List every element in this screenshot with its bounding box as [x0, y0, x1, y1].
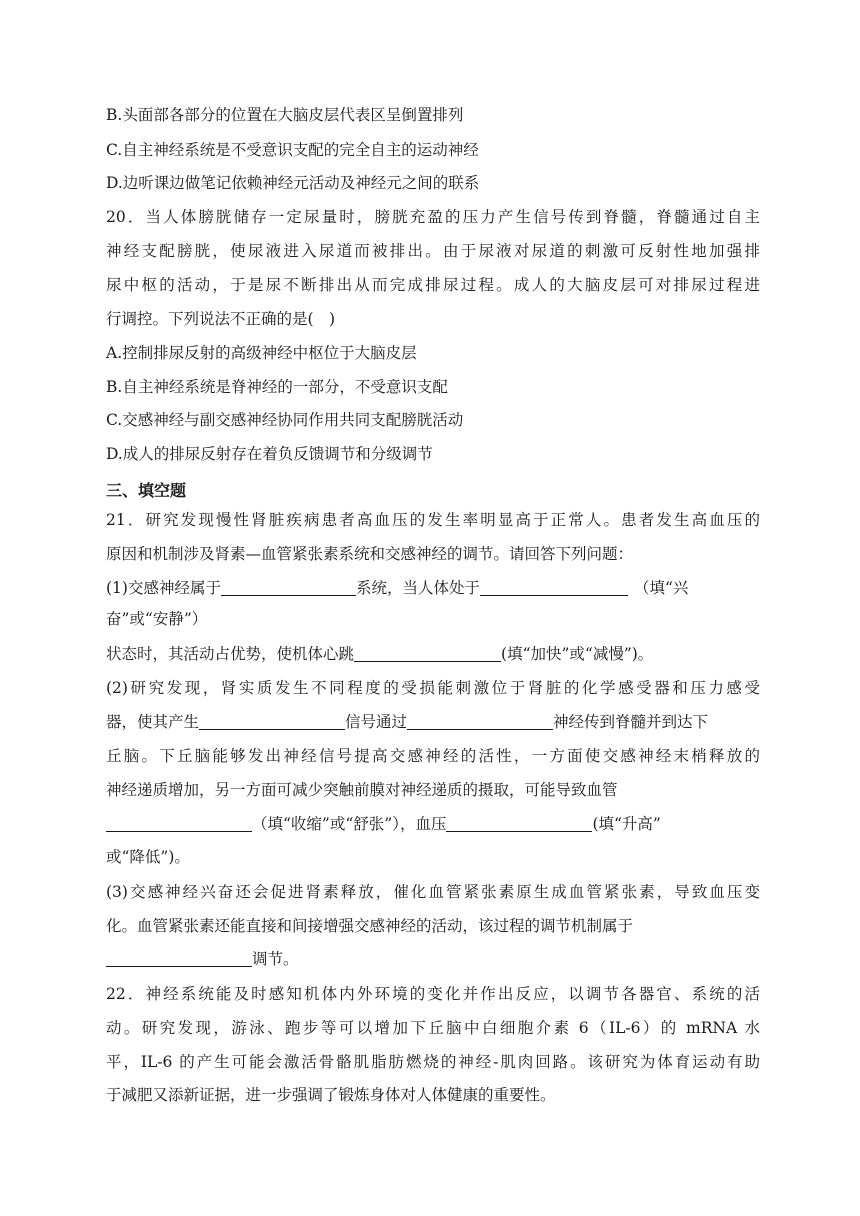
q21-p1-text-e: 状态时，其活动占优势，使机体心跳 [106, 645, 355, 663]
q21-part1-line-3 [106, 644, 760, 664]
q21-p2-text-b3: 神经传到脊髓并到达下 [553, 713, 709, 731]
q22-stem-line-2: 动。研究发现，游泳、跑步等可以增加下丘脑中白细胞介素 6（IL-6）的 mRNA 水 [106, 1019, 760, 1037]
q21-p3-text-c: 调节。 [252, 950, 299, 968]
q21-part3-line-3 [106, 949, 760, 969]
q21-part1-line-2: 奋”或“安静”） [106, 610, 208, 628]
section-title: 三、填空题 [106, 481, 187, 500]
q20-stem-line-4: 行调控。下列说法不正确的是( ) [106, 310, 336, 328]
q19-option-c: C.自主神经系统是不受意识支配的完全自主的运动神经 [106, 141, 479, 159]
q20-option-d: D.成人的排尿反射存在着负反馈调节和分级调节 [106, 445, 433, 463]
q22-stem-line-1: 22．神经系统能及时感知机体内外环境的变化并作出反应，以调节各器官、系统的活 [106, 985, 760, 1003]
answer-blank[interactable] [407, 713, 553, 730]
q21-part3-line-1: (3)交感神经兴奋还会促进肾素释放，催化血管紧张素原生成血管紧张素，导致血压变 [106, 883, 760, 901]
answer-blank[interactable] [199, 713, 345, 730]
answer-blank[interactable] [354, 645, 501, 662]
answer-blank[interactable] [221, 579, 356, 596]
q22-stem-line-3: 平，IL-6 的产生可能会激活骨骼肌脂肪燃烧的神经-肌肉回路。该研究为体育运动有助 [106, 1053, 760, 1071]
q21-part2-line-2 [106, 712, 760, 732]
q21-part2-line-1: (2)研究发现，肾实质发生不同程度的受损能刺激位于肾脏的化学感受器和压力感受 [106, 679, 760, 697]
q20-option-a: A.控制排尿反射的高级神经中枢位于大脑皮层 [106, 344, 417, 362]
q21-part1-line-1 [106, 578, 760, 598]
q20-stem-line-2: 神经支配膀胱，使尿液进入尿道而被排出。由于尿液对尿道的刺激可反射性地加强排 [106, 242, 760, 260]
q21-p1-text-a: (1)交感神经属于 [106, 579, 221, 597]
q20-option-b: B.自主神经系统是脊神经的一部分，不受意识支配 [106, 378, 448, 396]
q21-p2-text-b1: 器，使其产生 [106, 713, 200, 731]
q22-stem-line-4: 于减肥又添新证据，进一步强调了锻炼身体对人体健康的重要性。 [106, 1086, 556, 1104]
q21-p1-text-c: （填“兴 [633, 579, 689, 597]
q20-option-c: C.交感神经与副交感神经协同作用共同支配膀胱活动 [106, 411, 464, 429]
q21-part3-line-2: 化。血管紧张素还能直接和间接增强交感神经的活动，该过程的调节机制属于 [106, 917, 634, 935]
q21-intro-line-2: 原因和机制涉及肾素—血管紧张素系统和交感神经的调节。请回答下列问题： [106, 545, 634, 563]
answer-blank[interactable] [106, 950, 252, 967]
q21-p1-text-b: 系统，当人体处于 [355, 579, 480, 597]
q21-intro-line-1: 21．研究发现慢性肾脏疾病患者高血压的发生率明显高于正常人。患者发生高血压的 [106, 511, 760, 529]
answer-blank[interactable] [480, 579, 628, 596]
q21-p2-text-e1: （填“收缩”或“舒张”），血压 [252, 815, 447, 833]
answer-blank[interactable] [446, 815, 592, 832]
q21-part2-line-6: 或“降低”)。 [106, 848, 190, 866]
answer-blank[interactable] [106, 815, 252, 832]
q21-p2-text-e2: (填“升高” [592, 815, 661, 833]
q21-p2-text-b2: 信号通过 [345, 713, 408, 731]
q19-option-b: B.头面部各部分的位置在大脑皮层代表区呈倒置排列 [106, 106, 464, 124]
q21-p1-text-f: (填“加快”或“减慢”)。 [501, 645, 654, 663]
q21-part2-line-5 [106, 814, 760, 834]
q20-stem-line-3: 尿中枢的活动，于是尿不断排出从而完成排尿过程。成人的大脑皮层可对排尿过程进 [106, 276, 760, 294]
q20-stem-line-1: 20．当人体膀胱储存一定尿量时，膀胱充盈的压力产生信号传到脊髓，脊髓通过自主 [106, 208, 760, 226]
q21-part2-line-4: 神经递质增加，另一方面可减少突触前膜对神经递质的摄取，可能导致血管 [106, 781, 618, 799]
q19-option-d: D.边听课边做笔记依赖神经元活动及神经元之间的联系 [106, 174, 480, 192]
q21-part2-line-3: 丘脑。下丘脑能够发出神经信号提高交感神经的活性，一方面使交感神经末梢释放的 [106, 747, 760, 765]
